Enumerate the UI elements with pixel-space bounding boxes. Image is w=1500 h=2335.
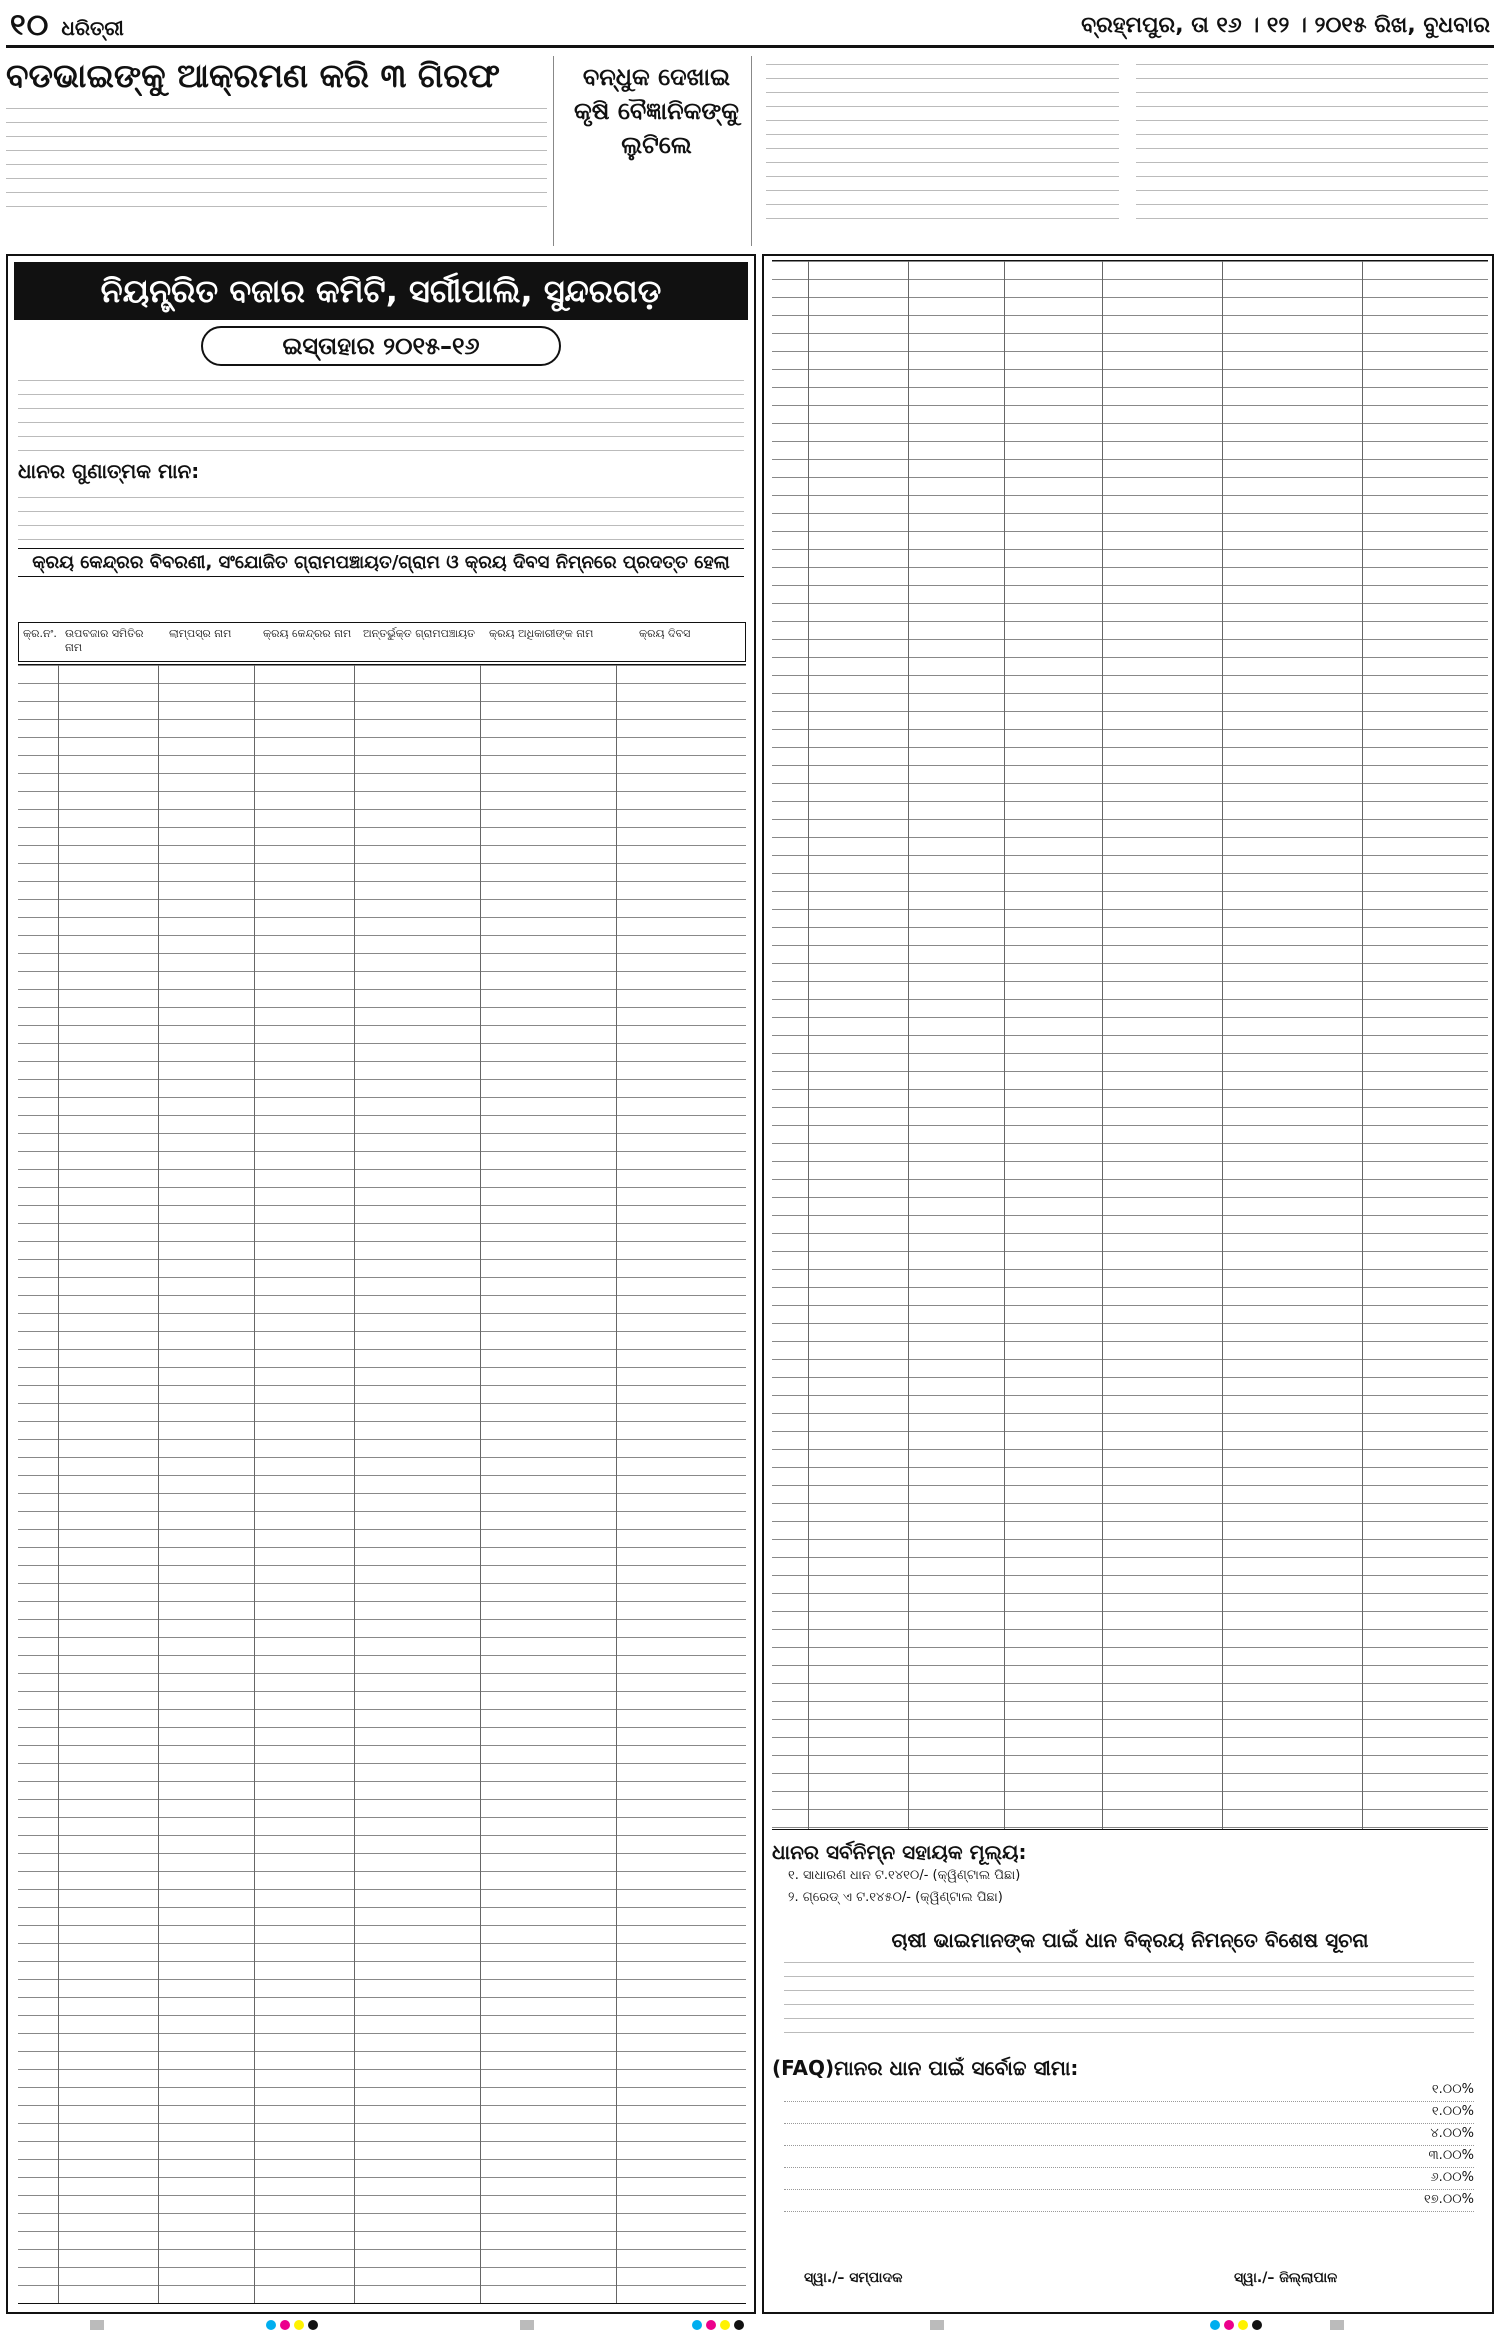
ad-intro: [18, 374, 744, 451]
faq-item: [784, 2082, 1474, 2102]
col-header: ଲାମ୍ପସ୍ର ନାମ: [169, 627, 232, 640]
msp-item: ୧. ସାଧାରଣ ଧାନ ଟ.୧୪୧୦/- (କ୍ୱିଣ୍ଟାଲ ପିଛା): [788, 1868, 1021, 1883]
market-committee-ad-continued: [762, 254, 1494, 2314]
page-number: ୧୦: [10, 8, 50, 43]
notice-title: ଚାଷୀ ଭାଇମାନଙ୍କ ପାଇଁ ଧାନ ବିକ୍ରୟ ନିମନ୍ତେ ବିଶେଷ ସୂଚନା: [891, 1928, 1369, 1952]
faq-item: [784, 2148, 1474, 2168]
faq-title: (FAQ)ମାନର ଧାନ ପାଇଁ ସର୍ବୋଚ୍ଚ ସୀମା:: [772, 2056, 1079, 2080]
lead-story: [6, 56, 554, 246]
news-column: [760, 56, 1125, 246]
notice-body: [784, 1956, 1474, 2040]
ad-subtitle: ଇସ୍ତାହାର ୨୦୧୫–୧୬: [201, 326, 561, 366]
side-headline: ବନ୍ଧୁକ ଦେଖାଇ କୃଷି ବୈଜ୍ଞାନିକଙ୍କୁ ଲୁଟିଲେ: [574, 63, 739, 159]
msp-title: ଧାନର ସର୍ବନିମ୍ନ ସହାୟକ ମୂଲ୍ୟ:: [772, 1840, 1027, 1864]
paper-name: ଧରିତ୍ରୀ: [61, 16, 124, 40]
centres-table: [18, 664, 746, 2304]
table-header: [18, 622, 746, 662]
faq-value: ୪.୦୦%: [1430, 2126, 1474, 2141]
faq-item: [784, 2126, 1474, 2146]
faq-item: [784, 2170, 1474, 2190]
faq-item: [784, 2104, 1474, 2124]
market-committee-ad: [6, 254, 756, 2314]
dateline: ବ୍ରହ୍ମପୁର, ତା ୧୬ । ୧୨ । ୨୦୧୫ ରିଖ, ବୁଧବାର: [1081, 13, 1490, 38]
print-registration-bar: [0, 2318, 1500, 2332]
col-header: ଉପବଜାର ସମିତିର ନାମ: [65, 627, 144, 654]
faq-value: ୩.୦୦%: [1428, 2148, 1474, 2163]
lead-story-body: [6, 102, 547, 207]
signature-right: ସ୍ୱା./– ଜିଲ୍ଲାପାଳ: [1234, 2270, 1338, 2286]
col-header: ଅନ୍ତର୍ଭୁକ୍ତ ଗ୍ରାମପଞ୍ଚାୟତ: [363, 627, 475, 640]
centres-table-continued: [772, 260, 1488, 1830]
quality-text: [18, 491, 744, 540]
col-header: କ୍ରୟ ଅଧିକାରୀଙ୍କ ନାମ: [489, 627, 594, 640]
side-story: [562, 56, 752, 246]
msp-item: ୨. ଗ୍ରେଡ୍ ଏ ଟ.୧୪୫୦/- (କ୍ୱିଣ୍ଟାଲ ପିଛା): [788, 1890, 1003, 1905]
col-header: କ୍ରୟ କେନ୍ଦ୍ରର ନାମ: [263, 627, 352, 640]
lead-headline: ବଡଭାଇଙ୍କୁ ଆକ୍ରମଣ କରି ୩ ଗିରଫ: [6, 56, 500, 95]
col-header: କ୍ର.ନଂ.: [23, 627, 57, 640]
ad-banner: ନିୟନ୍ତ୍ରିତ ବଜାର କମିଟି, ସର୍ଗୀପାଲି, ସୁନ୍ଦରଗଡ଼: [14, 262, 748, 320]
faq-value: ୧୭.୦୦%: [1423, 2192, 1474, 2207]
table-title: କ୍ରୟ କେନ୍ଦ୍ରର ବିବରଣୀ, ସଂଯୋଜିତ ଗ୍ରାମପଞ୍ଚାୟତ/ଗ୍ରାମ ଓ କ୍ରୟ ଦିବସ ନିମ୍ନରେ ପ୍ରଦତ୍ତ ହେଲା: [18, 548, 744, 577]
faq-value: ୧.୦୦%: [1431, 2104, 1474, 2119]
news-column: [1130, 56, 1494, 246]
faq-item: [784, 2192, 1474, 2212]
signature-left: ସ୍ୱା./– ସମ୍ପାଦକ: [804, 2270, 903, 2286]
faq-value: ୬.୦୦%: [1430, 2170, 1474, 2185]
quality-heading: ଧାନର ଗୁଣାତ୍ମକ ମାନ:: [18, 459, 200, 483]
faq-value: ୧.୦୦%: [1431, 2082, 1474, 2097]
col-header: କ୍ରୟ ଦିବସ: [639, 627, 691, 640]
masthead: [6, 6, 1494, 48]
